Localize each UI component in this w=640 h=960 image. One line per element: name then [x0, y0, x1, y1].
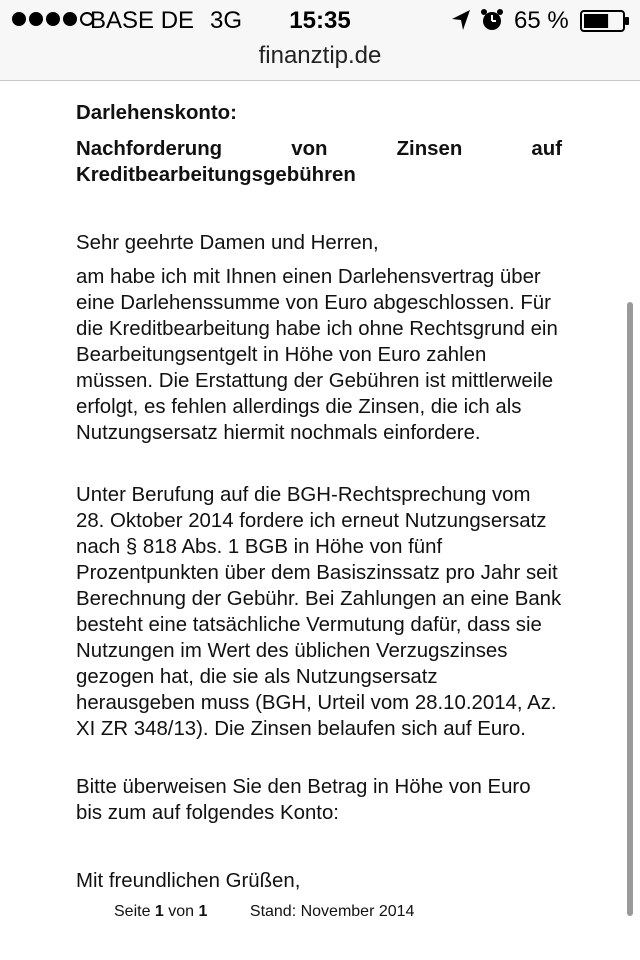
document-footer: [114, 903, 414, 921]
battery-icon: [580, 10, 630, 32]
status-bar: [0, 0, 640, 40]
paragraph-2: Unter Berufung auf die BGH-Rechtsprechung vom 28. Oktober 2014 fordere ich erneut Nutzungsersatz nach § 818 Abs. 1 BGB in Höhe von fünf Prozentpunkten über dem Basiszinssatz pro Jahr seit Berechnung der Gebühr. Bei Zahlungen an eine Bank besteht eine tatsächliche Vermutung dafür, dass sie Nutzungen im Wert des üblichen Verzugszinses gezogen hat, die sie als Nutzungsersatz herausgeben muss (BGH, Urteil vom 28.10.2014, Az. XI ZR 348/13). Die Zinsen belaufen sich auf Euro.: [76, 484, 562, 740]
location-arrow-icon: [451, 9, 471, 31]
battery-percentage: 65 %: [514, 7, 569, 34]
page-url[interactable]: finanztip.de: [258, 42, 382, 69]
subject-heading: [76, 136, 562, 188]
page-total: 1: [198, 903, 208, 920]
page-of-word: von: [168, 903, 195, 920]
clock: 15:35: [289, 7, 351, 34]
carrier-name: BASE DE: [90, 7, 195, 34]
alarm-clock-icon: [480, 8, 504, 32]
paragraph-1: am habe ich mit Ihnen einen Darlehensvertrag über eine Darlehenssumme von Euro abgeschlossen. Für die Kreditbearbeitung habe ich ohne Rechtsgrund ein Bearbeitungsentgelt in Höhe von Euro zahlen müssen. Die Erstattung der Gebühren ist mittlerweile erfolgt, es fehlen allerdings die Zinsen, die ich als Nutzungsersatz hiermit nochmals einfordere.: [76, 266, 558, 444]
network-type: 3G: [210, 7, 243, 34]
subject-line-2: Kreditbearbeitungsgebühren: [76, 164, 356, 186]
browser-address-bar[interactable]: [0, 40, 640, 81]
page-current: 1: [154, 903, 164, 920]
paragraph-3: Bitte überweisen Sie den Betrag in Höhe von Euro bis zum auf folgendes Konto:: [76, 776, 531, 824]
salutation: Sehr geehrte Damen und Herren,: [76, 232, 379, 254]
document-date: Stand: November 2014: [249, 903, 415, 920]
account-heading: Darlehenskonto:: [76, 102, 237, 124]
page-word: Seite: [114, 903, 151, 920]
subject-line-1: Nachforderung von Zinsen auf: [76, 138, 562, 160]
vertical-scrollbar[interactable]: [627, 302, 633, 916]
closing-formula: Mit freundlichen Grüßen,: [76, 870, 301, 892]
